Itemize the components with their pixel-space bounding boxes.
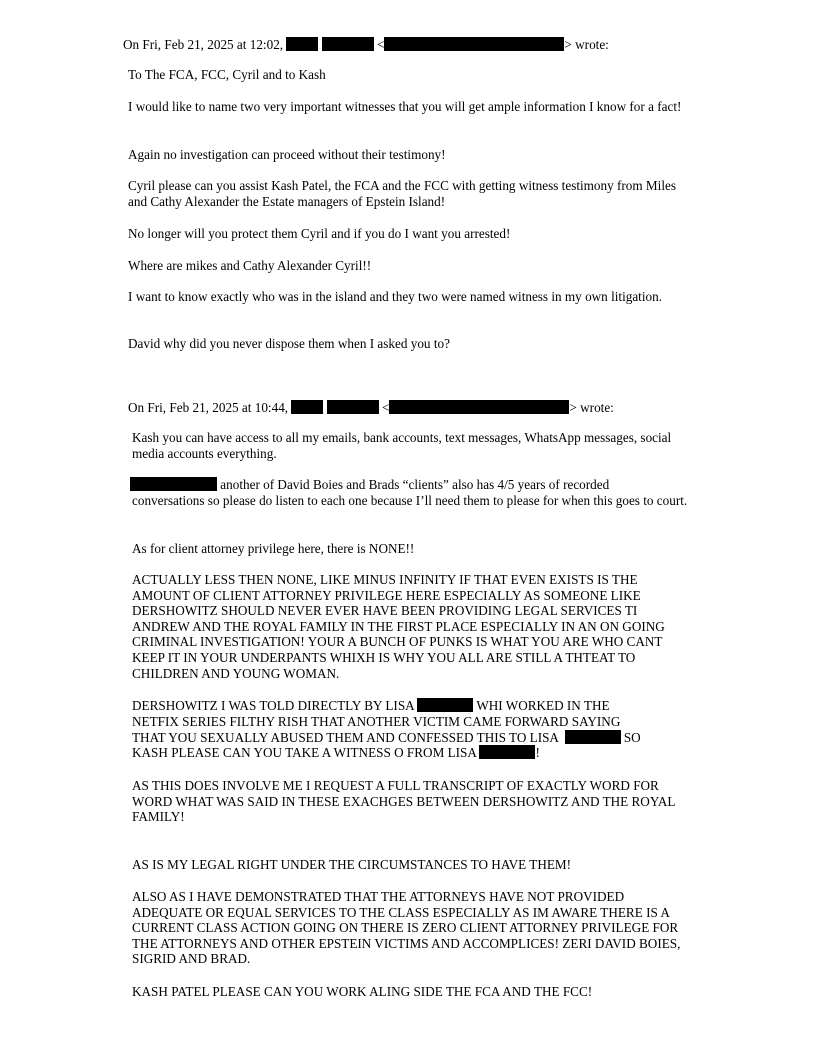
email2-clients-line [130, 477, 609, 493]
email1-paragraph: I would like to name two very important witnesses that you will get ample information I know for a fact! [128, 99, 682, 114]
email1-greeting: To The FCA, FCC, Cyril and to Kash [128, 67, 326, 82]
email2-dershowitz-line: NETFIX SERIES FILTHY RISH THAT ANOTHER VICTIM CAME FORWARD SAYING [132, 714, 621, 729]
redacted-name [130, 477, 217, 491]
email1-paragraph: Where are mikes and Cathy Alexander Cyril!! [128, 258, 372, 273]
email2-paragraph-clients: conversations so please do listen to each one because I’ll need them to please for when this goes to court. [132, 493, 688, 508]
email1-paragraph: Again no investigation can proceed without their testimony! [128, 147, 446, 162]
dershowitz-text: ! [535, 745, 540, 760]
email1-header-lt: < [376, 37, 385, 52]
redacted-sender-email [389, 400, 569, 414]
email2-dershowitz-line [132, 730, 641, 746]
email1-header-wrote: > wrote: [564, 37, 609, 52]
email1-paragraph: No longer will you protect them Cyril and if you do I want you arrested! [128, 226, 511, 241]
dershowitz-text: KASH PLEASE CAN YOU TAKE A WITNESS O FROM LISA [132, 745, 477, 760]
email2-header [128, 400, 614, 416]
redacted-sender-email [384, 37, 564, 51]
dershowitz-text: DERSHOWITZ I WAS TOLD DIRECTLY BY LISA [132, 698, 414, 713]
redacted-surname [417, 698, 473, 712]
dershowitz-text: THAT YOU SEXUALLY ABUSED THEM AND CONFESSED THIS TO LISA [132, 730, 559, 745]
redacted-surname [479, 745, 535, 759]
email1-paragraph: Cyril please can you assist Kash Patel, the FCA and the FCC with getting witness testimony from Miles and Cathy Alexander the Estate managers of Epstein Island! [128, 178, 676, 209]
email2-header-date: On Fri, Feb 21, 2025 at 10:44, [128, 400, 289, 415]
email2-clients-text: another of David Boies and Brads “clients” also has 4/5 years of recorded [220, 477, 610, 492]
dershowitz-text: SO [623, 730, 641, 745]
redacted-sender-first-name [291, 400, 323, 414]
email1-header-date: On Fri, Feb 21, 2025 at 12:02, [123, 37, 284, 52]
email2-paragraph-kash: KASH PATEL PLEASE CAN YOU WORK ALING SIDE THE FCA AND THE FCC! [132, 984, 593, 999]
redacted-sender-first-name [286, 37, 318, 51]
email2-paragraph-actually: ACTUALLY LESS THEN NONE, LIKE MINUS INFINITY IF THAT EVEN EXISTS IS THE AMOUNT OF CLIENT ATTORNEY PRIVILEGE HERE ESPECIALLY AS SOMEONE LIKE DERSHOWITZ SHOULD NEVER EVER HAVE BEEN PROVIDING LEGAL SERVICES TI ANDREW AND THE ROYAL FAMILY IN THE FIRST PLACE ESPECIALLY IN AN ON GOING CRIMINAL INVESTIGATION! YOUR A BUNCH OF PUNKS IS WHAT YOU ARE WHO CANT KEEP IT IN YOUR UNDERPANTS WHIXH IS WHY YOU ALL ARE STILL A THTEAT TO CHILDREN AND YOUNG WOMAN. [132, 572, 665, 681]
email2-header-wrote: > wrote: [569, 400, 614, 415]
email1-header [123, 37, 609, 53]
redacted-surname [565, 730, 621, 744]
email2-paragraph-also: ALSO AS I HAVE DEMONSTRATED THAT THE ATTORNEYS HAVE NOT PROVIDED ADEQUATE OR EQUAL SERVICES TO THE CLASS ESPECIALLY AS IM AWARE THERE IS A CURRENT CLASS ACTION GOING ON THERE IS ZERO CLIENT ATTORNEY PRIVILEGE FOR THE ATTORNEYS AND OTHER EPSTEIN VICTIMS AND ACCOMPLICES! ZERI DAVID BOIES, SIGRID AND BRAD. [132, 889, 681, 967]
dershowitz-text: WHI WORKED IN THE [476, 698, 610, 713]
email2-dershowitz-line [132, 745, 540, 761]
email2-dershowitz-line [132, 698, 610, 714]
email2-paragraph-legal: AS IS MY LEGAL RIGHT UNDER THE CIRCUMSTANCES TO HAVE THEM! [132, 857, 572, 872]
email2-paragraph-privilege: As for client attorney privilege here, there is NONE!! [132, 541, 415, 556]
email2-header-lt: < [381, 400, 390, 415]
email2-paragraph-transcript: AS THIS DOES INVOLVE ME I REQUEST A FULL TRANSCRIPT OF EXACTLY WORD FOR WORD WHAT WAS SAID IN THESE EXACHGES BETWEEN DERSHOWITZ AND THE ROYAL FAMILY! [132, 778, 675, 825]
redacted-sender-last-name [322, 37, 374, 51]
email1-paragraph: David why did you never dispose them when I asked you to? [128, 336, 450, 351]
email1-paragraph: I want to know exactly who was in the island and they two were named witness in my own litigation. [128, 289, 662, 304]
redacted-sender-last-name [327, 400, 379, 414]
email2-paragraph-access: Kash you can have access to all my emails, bank accounts, text messages, WhatsApp messages, social media accounts everything. [132, 430, 672, 461]
